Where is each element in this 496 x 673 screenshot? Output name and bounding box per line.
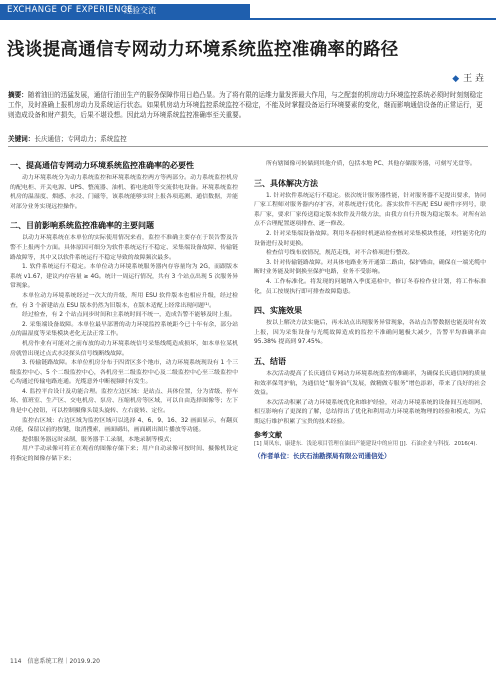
paragraph: 本单位动力环境系统经过一次大的升级，所用 ESU 软件版本也相应升级，经过检查，有 3 个新建站点 ESU 版本仍然为旧版本，在版本适配上经常出现问题⁽¹⁾。 — [10, 292, 238, 309]
author-affiliation: （作者单位：长庆石油勘探局有限公司通信处） — [254, 451, 391, 460]
column-name: EXCHANGE OF EXPERIENCE — [7, 5, 133, 15]
section-heading: 二、目前影响系统监控准确率的主要问题 — [10, 221, 154, 231]
paragraph: 机房作业有可能对之前布放的动力环境系统信号采集线缆造成损坏，如本单位某机房就曾出现过点式水浸探头信号线断线故障。 — [10, 340, 238, 357]
references-heading: 参考文献 — [254, 431, 282, 440]
paragraph: 按以上解决方法实施后，再未站点出现服务异常现象，各站点告警数据也能及时有效上报，因为采集设备与光缆故障造成的监控不准确问题极大减少，告警平均准确率由 95.38% 提高到 97.45%。 — [254, 320, 486, 346]
paragraph: 本次活动积累了动力环境系统优化和维护经验，对动力环境系统的设备间互连组网、相互影响有了更深的了解，总结得出了优化和利用动力环境系统物理的经验和模式，为后期运行维护积累了宝贵的技术经验。 — [254, 399, 486, 425]
left-column — [10, 160, 238, 465]
article-title: 浅谈提高通信专网动力环境系统监控准确率的路径 — [7, 40, 399, 60]
section-heading: 一、提高通信专网动力环境系统监控准确率的必要性 — [10, 161, 194, 170]
paragraph: 2. 针对采集端设备故障。利用冬春检时机逐站检查核对采集模块性能，对性能劣化的设备进行及时更换。 — [254, 230, 486, 247]
section-heading: 五、结语 — [254, 356, 286, 366]
abstract-label: 摘要： — [8, 91, 28, 99]
page-footer: 114 信息系统工程｜2019.9.20 — [10, 658, 100, 665]
paragraph: 用户手动录像可将正在观看的图像存储下来；用户自动录像可按时间、摄像机设定将指定的图像存储下来； — [10, 446, 238, 463]
column-name-cn: 经验交流 — [124, 6, 156, 15]
section-gap — [10, 212, 238, 220]
author-name: 王 垚 — [463, 74, 484, 84]
paragraph: 以动力环境系统在本单位的实际使用情况来看，监控不准确主要存在于误告警及告警不上报两个方面。具体原因可细分为软件系统运行不稳定、采集端设备故障、传输链路故障等，其中又以软件系统运行不稳定导致的故障频次最多。 — [10, 235, 238, 261]
section-heading: 三、具体解决方法 — [254, 178, 318, 188]
abstract-text: 随着油田的迅猛发展，通信行油田生产的服务保障作用日趋凸显。为了将有限的运维力量发挥最大作用，与之配套的机房动力环境监控系统必须时时刻刻稳定工作，及时准确上报机房动力及系统运行状态。如果机房动力环境监控系统监控不稳定，不能及时掌握设备运行环境要素的变化，继而影响通信设备的正常运行，更则造成设备和财产损失，后果不堪设想。因此动力环境系统监控准确率至关重要。 — [8, 91, 483, 120]
paragraph: 3. 针对传输链路故障。对具体电路业务开通第二路由，保护路由，确保在一端光缆中断时业务能及时倒换至保护电路，业务不受影响。 — [254, 259, 486, 276]
section-gap — [254, 170, 486, 178]
paragraph: 提供服务器远时录制，服务器手工录制，本地录制等模式； — [22, 436, 176, 443]
paragraph: 4. 监控平台设计及功能合理。监控左边区域：是站点、具体位置，分为省级、停车场、值班室、生产区、交电机房、泵房、压缩机房等区域，可以自由选择图像等；左下角是中心按钮，可以控制摄像头镜头旋转、左右旋转、定位。 — [10, 388, 238, 415]
paragraph: 所有辖图像可转储到其他介质，包括本地 PC、其他存储服务器，可刻写光盘等。 — [266, 161, 476, 167]
abstract — [8, 90, 486, 121]
paragraph: 2. 采集端设备故障。本单位最早部署的动力环境监控系统距今已十年有余，部分站点的温湿度等采集模块老化无法正常工作。 — [10, 321, 238, 338]
author-line — [452, 71, 484, 84]
paragraph: 1. 软件系统运行不稳定。本单位动力环境系统服务器内存容量均为 2G，而跟版本系统 v1.67，建议内存容量 ≥ 4G。统计一周运行情况，共有 3 个站点出现 5 次服务异常现象。 — [10, 264, 238, 290]
paragraph: 检查信号线布放情况，规范走线，对不合格项进行整改。 — [266, 250, 414, 257]
diamond-icon: ◆ — [452, 74, 460, 84]
section-heading: 四、实施效果 — [254, 306, 302, 316]
abstract-divider — [8, 146, 488, 147]
section-gap — [254, 348, 486, 356]
column-header-bar — [0, 0, 496, 22]
keywords — [8, 133, 486, 143]
right-column — [254, 160, 486, 460]
paragraph: 3. 传输链路故障。本单位机房分布于四省区多个地市，动力环境系统现设有 1 个三级监控中心、5 个二级监控中心，各机房至二级监控中心及二级监控中心至三级监控中心均通过传输电路连通。光缆意外中断视频时有发生。 — [10, 360, 238, 386]
paragraph: 动力环境系统分为动力系统监控和环境系统监控两方等两部分。动力系统监控机房的配电柜、开关电源、UPS、整流器、油机、蓄电池组等交流供电设备。环境系统监控机房的温湿度、烟感、水浸、门磁等，该系统能够实时上报各项巡测、通信数据，并能对部分业务实现远控操作。 — [10, 175, 238, 210]
keywords-text: 长庆通信；专网动力；系统监控 — [34, 135, 127, 143]
reference-item: [1] 周凤东，康建东．浅论项目管理在油田产能建设中的应用 [J]．石油企业与科技．2016(4). — [254, 441, 478, 448]
paragraph: 4. 工作标准化。将发现的问题纳入季度巡检中，修订冬春检作业计划，将工作标准化，员工按规执行即可排查故障隐患。 — [254, 278, 486, 295]
paragraph: 监控右区域：右边区域为监控区域可以选择 4、6、9、16、32 画面显示，有翻页功能，保留以前的按键，取消搜索，画面刷出，画面刷出图片播放等功能。 — [10, 417, 238, 434]
paragraph: 本次活动提高了长庆通信专网动力环境系统监控的准确率，为确保长庆通信网的质量和效率保驾护航，为通信处“服务油气发展，做精做专服务”增色添彩，带来了良好的社会效益。 — [254, 370, 486, 397]
paragraph: 1. 针对软件系统运行不稳定。依次统计服务器性能，针对服务器不足提出要求，协同厂家工程师对服务器内存扩容，对系统进行优化。落实软件不匹配 ESU 硬件序列号，联系厂家，要求厂家传送稳定版本软件及升级方法，由我方自行升级为稳定版本。对所有站点不合理配置逐项排查、逐一修改。 — [254, 192, 486, 228]
section-gap — [254, 297, 486, 305]
header-rule — [0, 18, 496, 20]
paragraph: 经过检查，有 2 个站点同步时间和主系统时间不统一，造成告警不能够及时上报。 — [22, 312, 236, 319]
keywords-label: 关键词： — [8, 135, 35, 143]
